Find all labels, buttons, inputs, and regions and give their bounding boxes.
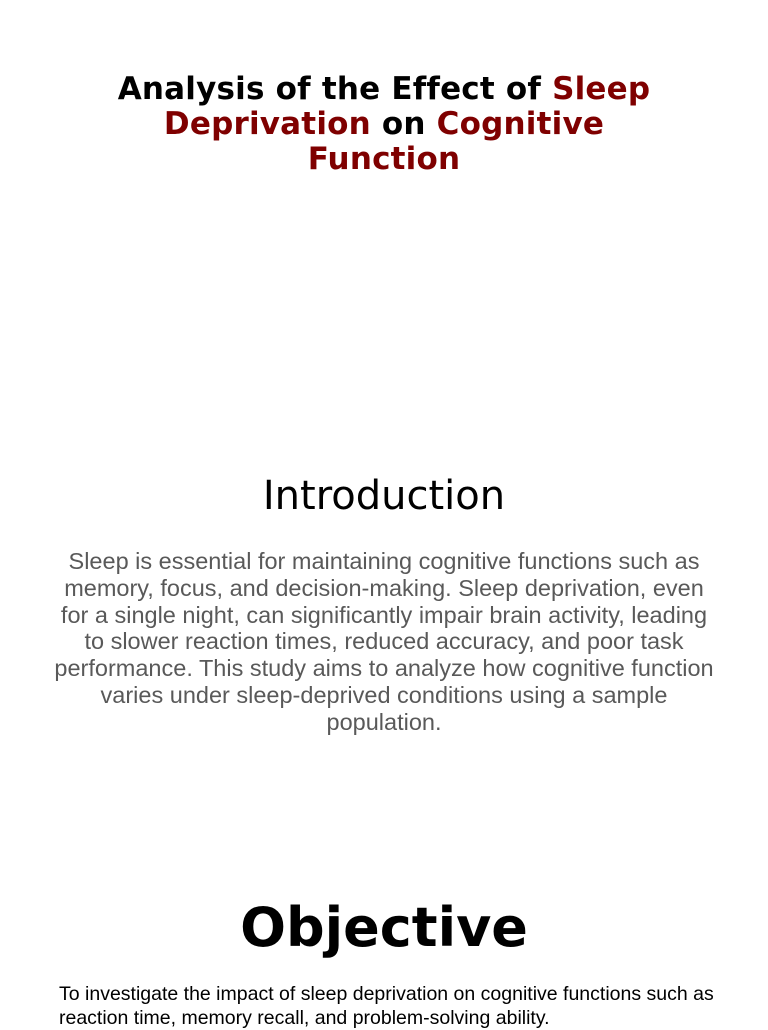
objective-body: To investigate the impact of sleep deprivation on cognitive functions such as reaction time, memory recall, and problem-solving ability. — [59, 983, 714, 1029]
title-highlight-cognitive-function: Cognitive Function — [307, 106, 605, 177]
document-title — [84, 72, 684, 177]
introduction-body: Sleep is essential for maintaining cognitive functions such as memory, focus, and decision-making. Sleep deprivation, even for a single night, can significantly impair brain activity, leading to slower reaction times, reduced accuracy, and poor task performance. This study aims to analyze how cognitive function varies under sleep-deprived conditions using a sample population. — [54, 548, 714, 735]
title-text-part2: on — [370, 106, 437, 142]
introduction-heading: Introduction — [262, 473, 506, 519]
title-text-part1: Analysis of the Effect of — [117, 71, 553, 107]
title-highlight-sleep-deprivation: Sleep Deprivation — [163, 71, 651, 142]
objective-heading: Objective — [240, 896, 528, 959]
